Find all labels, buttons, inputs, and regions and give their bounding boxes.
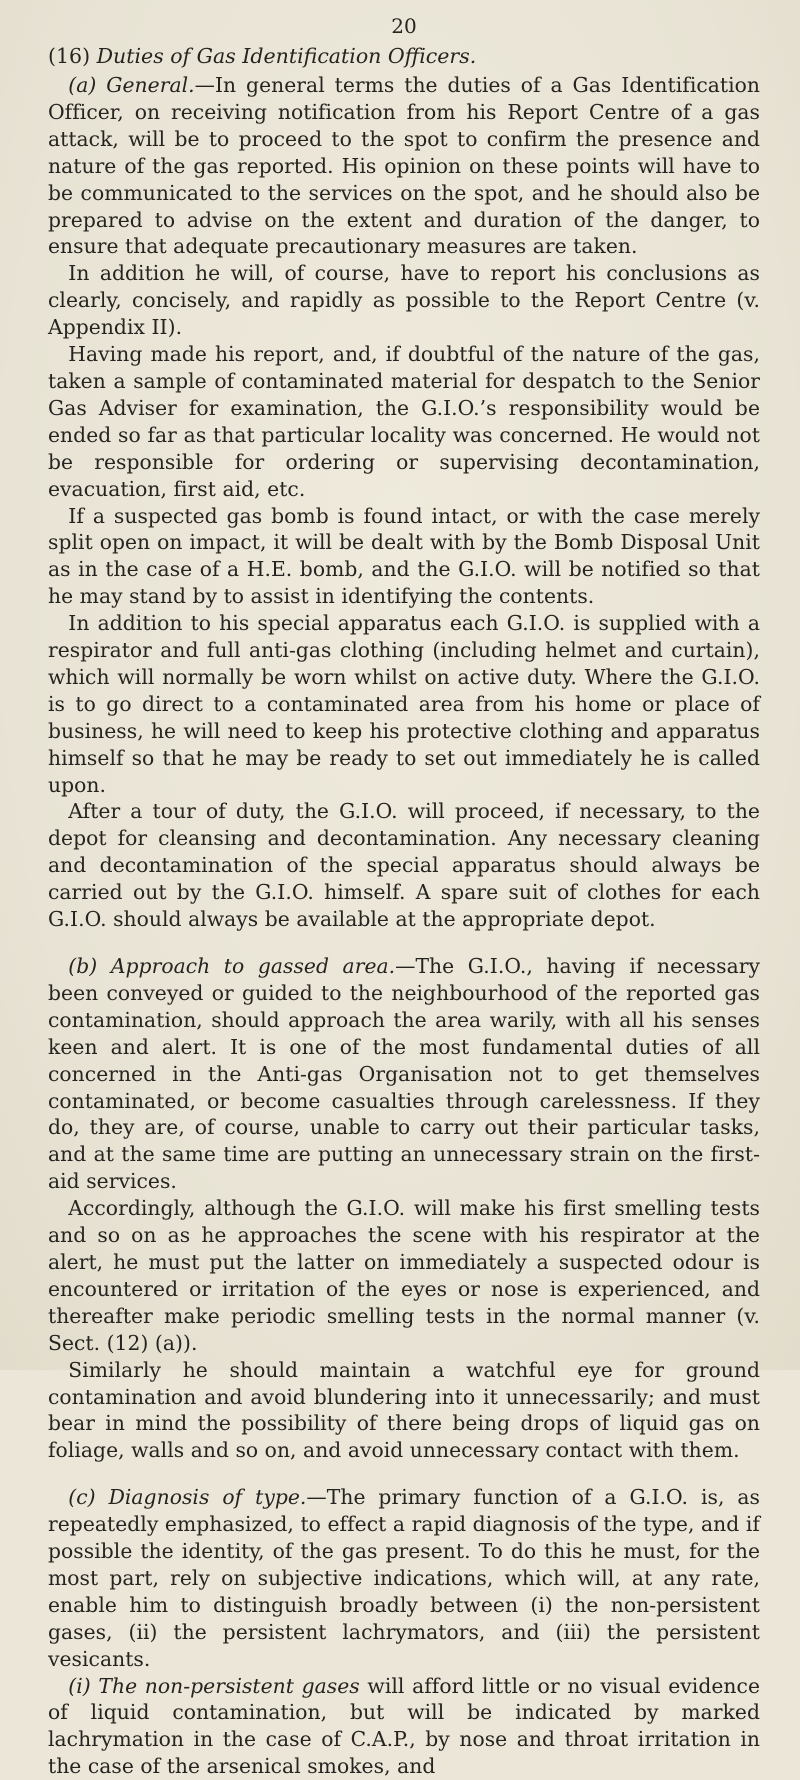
- paragraph-text: In addition he will, of course, have to report his conclusions as clearly, concisely, and rapidly as possible to the Report Centre (v. Appendix II).: [48, 261, 760, 340]
- paragraph: [48, 503, 760, 611]
- section-heading: [48, 42, 760, 70]
- page-number: 20: [391, 14, 417, 38]
- section-number: (16): [48, 44, 91, 68]
- paragraph-text: —The primary function of a G.I.O. is, as repeatedly emphasized, to effect a rapid diagnosis of the type, and if possible the identity, of the gas present. To do this he must, for the most part, rely on subjective indications, which will, at any rate, enable him to distinguish broadly between (i) the non-persistent gases, (ii) the persistent lachrymators, and (iii) the persistent vesicants.: [48, 1485, 760, 1671]
- paragraph-text: If a suspected gas bomb is found intact, or with the case merely split open on impact, it will be dealt with by the Bomb Disposal Unit as in the case of a H.E. bomb, and the G.I.O. will be notified so that he may stand by to assist in identifying the contents.: [48, 503, 760, 609]
- paragraph-text: After a tour of duty, the G.I.O. will proceed, if necessary, to the depot for cleansing and decontamination. Any necessary cleaning and decontamination of the special apparatus should always be carried out by the G.I.O. himself. A spare suit of clothes for each G.I.O. should always be available at the appropriate depot.: [48, 799, 760, 932]
- paragraph-text: —The G.I.O., having if necessary been conveyed or guided to the neighbourhood of the reported gas contamination, should approach the area warily, with all his senses keen and alert. It is one of the most fundamental duties of all concerned in the Anti-gas Organisation not to get themselves contaminated, or become casualties through carelessness. If they do, they are, of course, unable to carry out their particular tasks, and at the same time are putting an unnecessary strain on the first-aid services.: [48, 954, 760, 1194]
- paragraph: [48, 610, 760, 798]
- paragraph-text: Having made his report, and, if doubtful of the nature of the gas, taken a sample of contaminated material for despatch to the Senior Gas Adviser for examination, the G.I.O.’s responsibility would be ended so far as that particular locality was concerned. He would not be responsible for ordering or supervising decontamination, evacuation, first aid, etc.: [48, 342, 760, 501]
- subsection-lead: (i) The non-persistent gases: [68, 1673, 360, 1698]
- paragraph: [48, 341, 760, 502]
- paragraph: [48, 1195, 760, 1356]
- paragraph-text: In addition to his special apparatus each G.I.O. is supplied with a respirator and full anti-gas clothing (including helmet and curtain), which will normally be worn whilst on active duty. Where the G.I.O. is to go direct to a contaminated area from his home or place of business, he will need to keep his protective clothing and apparatus himself so that he may be ready to set out immediately he is called upon.: [48, 611, 760, 797]
- paragraph: [48, 1357, 760, 1465]
- paragraph: [48, 798, 760, 933]
- paragraph-non-persistent: [48, 1673, 760, 1780]
- paragraph-text: Similarly he should maintain a watchful eye for ground contamination and avoid blundering into it unnecessarily; and must bear in mind the possibility of there being drops of liquid gas on foliage, walls and so on, and avoid unnecessary contact with them.: [48, 1357, 760, 1463]
- paragraph-approach: [48, 953, 760, 1195]
- paragraph-text: —In general terms the duties of a Gas Identification Officer, on receiving notification from his Report Centre of a gas attack, will be to proceed to the spot to confirm the presence and nature of the gas reported. His opinion on these points will have to be communicated to the services on the spot, and he should also be prepared to advise on the extent and duration of the danger, to ensure that adequate precautionary measures are taken.: [48, 73, 761, 259]
- paragraph-general: [48, 72, 760, 260]
- section-title: Duties of Gas Identification Officers.: [96, 44, 477, 68]
- paragraph: [48, 260, 760, 341]
- subsection-lead: (c) Diagnosis of type.: [68, 1485, 307, 1510]
- subsection-lead: (b) Approach to gassed area.: [68, 954, 396, 978]
- paragraph-text: Accordingly, although the G.I.O. will make his first smelling tests and so on as he approaches the scene with his respirator at the alert, he must put the latter on immediately a suspected odour is encountered or irritation of the eyes or nose is experienced, and thereafter make periodic smelling tests in the normal manner (v. Sect. (12) (a)).: [48, 1196, 760, 1355]
- paragraph-diagnosis: [48, 1484, 760, 1672]
- paragraph-text: will afford little or no visual evidence of liquid contamination, but will be indicated by marked lachrymation in the case of C.A.P., by nose and throat irritation in the case of the arsenical smokes, and: [48, 1673, 760, 1779]
- subsection-lead: (a) General.: [68, 73, 195, 97]
